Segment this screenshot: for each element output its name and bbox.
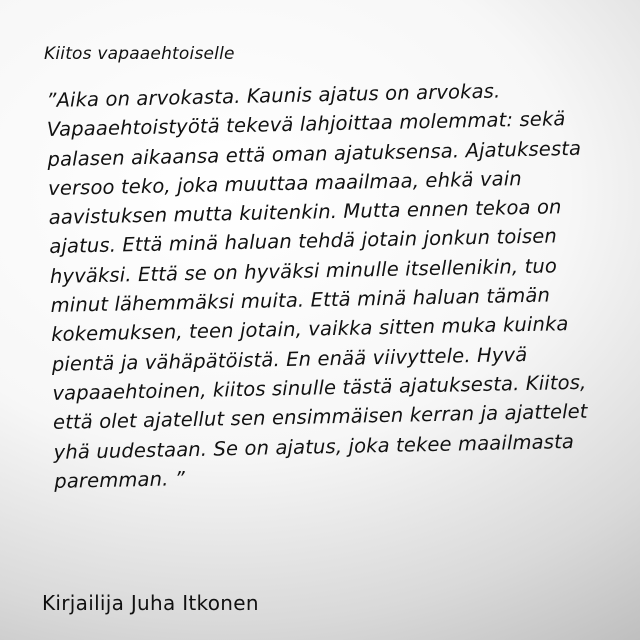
quote-line: Vapaaehtoistyötä tekevä lahjoittaa molemmat: sekä [46, 107, 566, 142]
quote-line: versoo teko, joka muuttaa maailmaa, ehkä vain [47, 166, 523, 200]
quote-line: palasen aikaansa että oman ajatuksensa. Ajatuksesta [47, 136, 582, 171]
quote-line: vapaaehtoinen, kiitos sinulle tästä ajatuksesta. Kiitos, [52, 370, 587, 405]
quote-line: ajatus. Että minä haluan tehdä jotain jonkun toisen [49, 224, 558, 259]
quote-line: paremman. ” [54, 467, 186, 493]
quote-line: minut lähemmäksi muita. Että minä haluan tämän [50, 283, 551, 318]
quote-line: hyväksi. Että se on hyväksi minulle itsellenikin, tuo [49, 254, 558, 288]
quote-line: aavistuksen mutta kuitenkin. Mutta ennen tekoa on [48, 195, 562, 230]
quote-line: kokemuksen, teen jotain, vaikka sitten muka kuinka [50, 312, 569, 347]
document-heading: Kiitos vapaaehtoiselle [44, 44, 235, 64]
quote-line: että olet ajatellut sen ensimmäisen kerran ja ajattelet [52, 399, 588, 435]
quote-line: ”Aika on arvokasta. Kaunis ajatus on arvokas. [46, 79, 501, 112]
quote-line: pientä ja vähäpätöistä. En enää viivyttele. Hyvä [51, 342, 528, 376]
author-attribution: Kirjailija Juha Itkonen [42, 591, 259, 615]
quote-line: yhä uudestaan. Se on ajatus, joka tekee maailmasta [53, 429, 575, 464]
quote-block [46, 74, 640, 496]
